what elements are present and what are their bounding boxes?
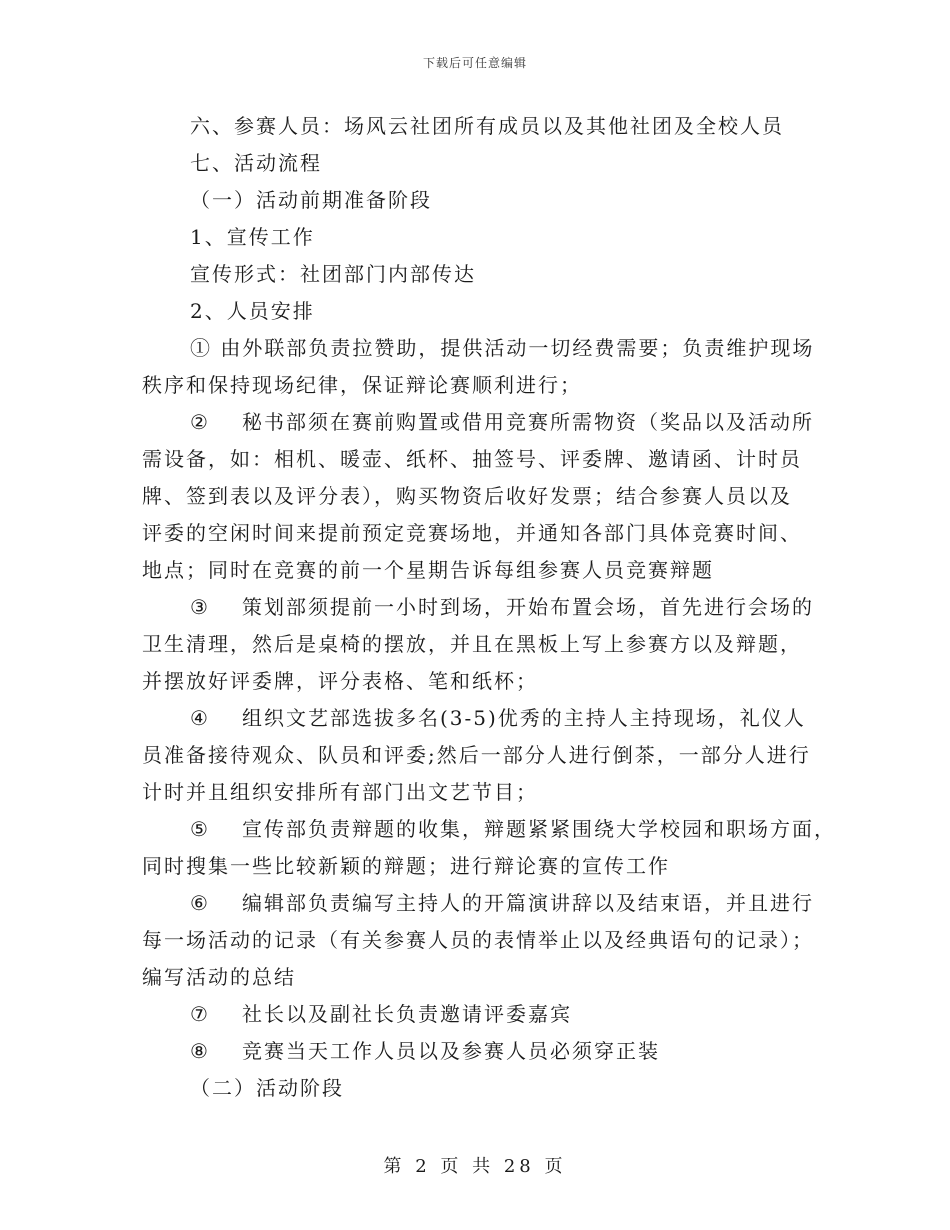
paragraph-text: 宣传部负责辩题的收集，辩题紧紧围绕大学校园和职场方面， [242, 817, 836, 841]
item-staffing-heading: 2、人员安排 [190, 299, 315, 323]
paragraph-text: 秘书部须在赛前购置或借用竞赛所需物资（奖品以及活动所 [242, 410, 814, 434]
paragraph-text: 社长以及副社长负责邀请评委嘉宾 [242, 1002, 572, 1026]
paragraph-text: 策划部须提前一小时到场，开始布置会场，首先进行会场的 [242, 595, 814, 619]
list-marker: ⑦ [190, 1002, 210, 1026]
list-marker: ⑧ [190, 1039, 210, 1063]
paragraph-line: 秩序和保持现场纪律，保证辩论赛顺利进行； [142, 373, 582, 397]
paragraph-line [142, 885, 818, 922]
paragraph-line: 员准备接待观众、队员和评委;然后一部分人进行倒茶，一部分人进行 [142, 743, 811, 767]
list-marker: ⑤ [190, 817, 210, 841]
paragraph-line: 需设备，如：相机、暖壶、纸杯、抽签号、评委牌、邀请函、计时员 [142, 447, 802, 471]
paragraph-line: 牌、签到表以及评分表），购买物资后收好发票；结合参赛人员以及 [142, 484, 792, 508]
page-footer: 第 2 页 共 28 页 [383, 1156, 567, 1177]
paragraph-line: ① 由外联部负责拉赞助，提供活动一切经费需要；负责维护现场 [190, 336, 815, 360]
list-marker: ④ [190, 706, 210, 730]
list-marker: ⑥ [190, 891, 210, 915]
section-participants: 六、参赛人员：场风云社团所有成员以及其他社团及全校人员 [190, 114, 784, 138]
item-publicity-heading: 1、宣传工作 [190, 225, 315, 249]
paragraph-line: 并摆放好评委牌，评分表格、笔和纸杯； [142, 669, 538, 693]
subsection-activity-heading: （二）活动阶段 [190, 1076, 344, 1100]
paragraph-text: 组织文艺部选拔多名(3-5)优秀的主持人主持现场，礼仪人 [242, 706, 806, 730]
subsection-preparation-heading: （一）活动前期准备阶段 [190, 188, 432, 212]
paragraph-line: 地点；同时在竞赛的前一个星期告诉每组参赛人员竞赛辩题 [142, 558, 714, 582]
paragraph-line [142, 700, 818, 737]
page-header: 下载后可任意编辑 [422, 56, 527, 70]
list-marker: ② [190, 410, 210, 434]
document-body [142, 108, 836, 1107]
paragraph-line: 卫生清理，然后是桌椅的摆放，并且在黑板上写上参赛方以及辩题， [142, 632, 802, 656]
paragraph-line [142, 811, 836, 848]
section-process-heading: 七、活动流程 [190, 151, 322, 175]
paragraph-line [142, 996, 818, 1033]
publicity-form-text: 宣传形式：社团部门内部传达 [190, 262, 476, 286]
paragraph-line: 评委的空闲时间来提前预定竞赛场地，并通知各部门具体竞赛时间、 [142, 521, 802, 545]
paragraph-text: 竞赛当天工作人员以及参赛人员必须穿正装 [242, 1039, 660, 1063]
paragraph-text: 编辑部负责编写主持人的开篇演讲辞以及结束语，并且进行 [242, 891, 814, 915]
paragraph-line: 编写活动的总结 [142, 965, 296, 989]
paragraph-line: 计时并且组织安排所有部门出文艺节目； [142, 780, 538, 804]
paragraph-line [142, 1033, 818, 1070]
paragraph-line: 同时搜集一些比较新颖的辩题；进行辩论赛的宣传工作 [142, 854, 670, 878]
list-marker: ③ [190, 595, 210, 619]
paragraph-line [142, 589, 818, 626]
paragraph-line: 每一场活动的记录（有关参赛人员的表情举止以及经典语句的记录）； [142, 928, 814, 952]
paragraph-line [142, 404, 818, 441]
